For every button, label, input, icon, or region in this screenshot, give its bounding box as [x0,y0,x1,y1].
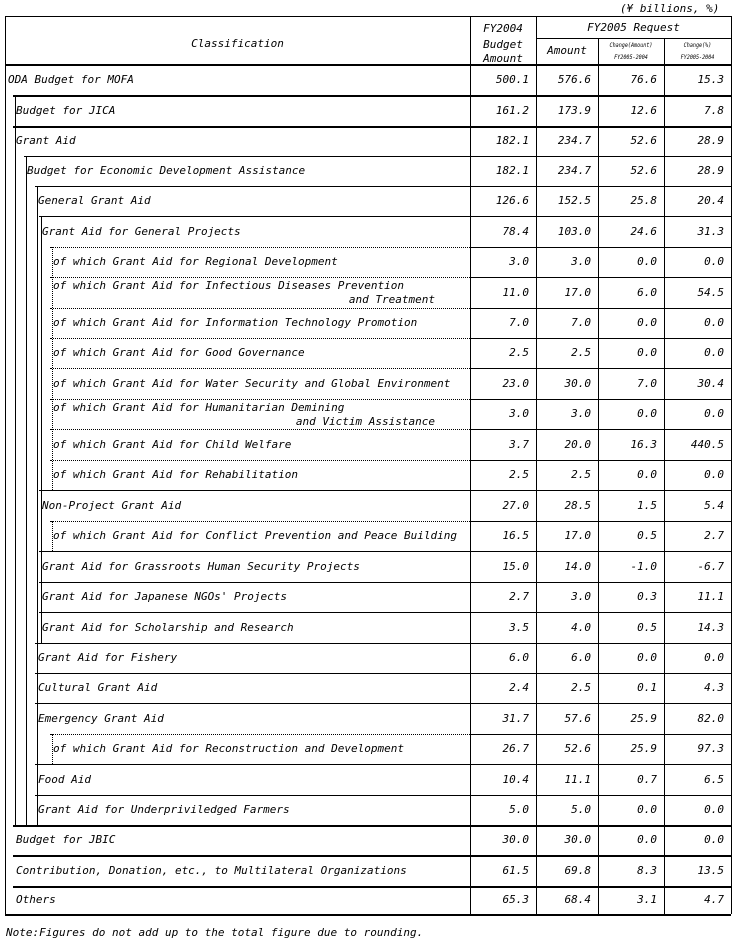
row-separator [50,368,470,369]
fy2004-amount: 7.0 [509,316,529,329]
fy2004-amount: 10.4 [502,773,529,786]
change-percent: 13.5 [697,864,724,877]
change-amount: 0.0 [637,833,657,846]
row-separator [50,734,470,735]
header-fy2004-line3: Amount [483,52,523,65]
row-separator-values [470,764,731,765]
row-label: of which Grant Aid for Rehabilitation [53,468,299,481]
row-label: Grant Aid for General Projects [42,225,241,238]
row-separator-values [470,156,731,157]
fy2004-amount: 23.0 [502,377,529,390]
fy2004-amount: 6.0 [509,651,529,664]
fy2005-amount: 28.5 [564,499,591,512]
col-pct-border [664,38,665,914]
fy2004-amount: 3.7 [509,438,529,451]
header-change-amount-line1: Change(Amount) [609,42,653,49]
row-separator [50,429,470,430]
indent-guide-3 [41,216,42,643]
fy2005-amount: 5.0 [571,803,591,816]
indent-guide-1 [26,156,27,825]
change-percent: 31.3 [697,225,724,238]
row-label: Contribution, Donation, etc., to Multilateral Organizations [16,864,407,877]
row-separator-values [470,368,731,369]
row-separator [13,126,470,128]
fy2005-amount: 30.0 [564,833,591,846]
change-percent: 0.0 [704,316,724,329]
change-amount: 6.0 [637,286,657,299]
row-label: Non-Project Grant Aid [42,499,182,512]
row-separator [13,855,470,857]
fy2005-amount: 30.0 [564,377,591,390]
change-amount: 7.0 [637,377,657,390]
change-percent: 14.3 [697,621,724,634]
change-amount: 0.0 [637,407,657,420]
change-amount: 0.0 [637,255,657,268]
indent-guide-2 [37,186,38,825]
change-amount: 16.3 [630,438,657,451]
footnote: Note:Figures do not add up to the total figure due to rounding. [6,926,424,939]
change-percent: 28.9 [697,134,724,147]
col-fy2005-border [536,16,537,914]
header-change-pct-line1: Change(%) [683,42,712,49]
fy2004-amount: 3.5 [509,621,529,634]
row-separator [50,460,470,461]
row-label: of which Grant Aid for Conflict Prevention and Peace Building [53,529,457,542]
row-separator-values [470,582,731,583]
fy2005-amount: 3.0 [571,255,591,268]
change-percent: 0.0 [704,346,724,359]
row-label-continued: and Victim Assistance [295,415,435,428]
fy2004-amount: 182.1 [495,134,529,147]
row-separator [50,308,470,309]
row-label: Budget for Economic Development Assistance [27,164,306,177]
fy2005-amount: 3.0 [571,407,591,420]
fy2004-amount: 3.0 [509,407,529,420]
row-label: Grant Aid for Fishery [38,651,178,664]
row-separator-values [470,734,731,735]
row-label: Budget for JBIC [16,833,116,846]
change-percent: 0.0 [704,407,724,420]
fy2004-amount: 2.5 [509,346,529,359]
indent-guide-0 [15,95,16,825]
fy2005-amount: 6.0 [571,651,591,664]
change-amount: -1.0 [630,560,657,573]
change-amount: 24.6 [630,225,657,238]
change-amount: 0.5 [637,529,657,542]
fy2004-amount: 16.5 [502,529,529,542]
change-percent: 6.5 [704,773,724,786]
row-label: of which Grant Aid for Humanitarian Demining [53,401,345,414]
fy2005-amount: 234.7 [557,164,591,177]
change-percent: 54.5 [697,286,724,299]
row-separator [35,673,470,674]
row-separator [35,764,470,765]
fy2005-amount: 17.0 [564,529,591,542]
fy2004-amount: 182.1 [495,164,529,177]
row-label: ODA Budget for MOFA [8,73,134,86]
row-separator [50,338,470,339]
change-percent: 7.8 [704,104,724,117]
change-amount: 1.5 [637,499,657,512]
change-percent: 11.1 [697,590,724,603]
row-separator-values [470,521,731,522]
row-separator [35,186,470,187]
row-separator-values [470,399,731,400]
row-separator-values [470,216,731,217]
header-bottom [5,64,731,66]
row-separator [35,795,470,796]
fy2005-amount: 52.6 [564,742,591,755]
fy2004-amount: 15.0 [502,560,529,573]
header-subline [536,38,731,39]
row-separator-values [470,247,731,248]
change-amount: 0.0 [637,651,657,664]
change-percent: -6.7 [697,560,724,573]
row-separator-values [470,886,731,888]
change-percent: 4.7 [704,893,724,906]
table-right-border [731,16,732,914]
row-separator [39,490,470,491]
row-separator [35,643,470,644]
row-label-continued: and Treatment [348,293,435,306]
col-fy2004-border [470,16,471,914]
change-amount: 25.8 [630,194,657,207]
row-label: of which Grant Aid for Reconstruction and Development [53,742,404,755]
change-percent: 5.4 [704,499,724,512]
row-label: of which Grant Aid for Child Welfare [53,438,292,451]
row-separator-values [470,795,731,796]
header-fy2004-line1: FY2004 [483,22,523,35]
row-separator [35,703,470,704]
fy2005-amount: 68.4 [564,893,591,906]
row-separator-values [470,186,731,187]
fy2005-amount: 234.7 [557,134,591,147]
change-amount: 52.6 [630,134,657,147]
fy2005-amount: 17.0 [564,286,591,299]
fy2005-amount: 14.0 [564,560,591,573]
change-amount: 0.3 [637,590,657,603]
row-separator-values [470,126,731,128]
change-percent: 20.4 [697,194,724,207]
row-label: of which Grant Aid for Infectious Diseases Prevention [53,279,404,292]
oda-budget-table [5,16,731,914]
row-label: of which Grant Aid for Regional Development [53,255,338,268]
fy2004-amount: 161.2 [495,104,529,117]
indent-guide-5 [52,521,53,551]
row-separator-values [470,490,731,491]
row-label: Grant Aid for Japanese NGOs' Projects [42,590,288,603]
row-separator [39,612,470,613]
fy2005-amount: 103.0 [557,225,591,238]
fy2005-amount: 7.0 [571,316,591,329]
row-label: Grant Aid for Grassroots Human Security Projects [42,560,360,573]
row-separator-values [470,551,731,552]
row-separator [50,247,470,248]
col-change-border [598,38,599,914]
fy2004-amount: 31.7 [502,712,529,725]
fy2004-amount: 2.7 [509,590,529,603]
row-label: General Grant Aid [38,194,151,207]
header-change-pct-line2: FY2005-2004 [680,54,715,61]
fy2004-amount: 61.5 [502,864,529,877]
row-label: Cultural Grant Aid [38,681,158,694]
change-amount: 0.1 [637,681,657,694]
change-percent: 440.5 [690,438,724,451]
row-separator-values [470,643,731,644]
row-separator [39,582,470,583]
row-separator-values [470,855,731,857]
row-label: Emergency Grant Aid [38,712,164,725]
table-bottom-border [5,914,731,916]
change-amount: 76.6 [630,73,657,86]
change-amount: 0.7 [637,773,657,786]
fy2005-amount: 57.6 [564,712,591,725]
fy2004-amount: 27.0 [502,499,529,512]
change-amount: 0.0 [637,803,657,816]
change-percent: 97.3 [697,742,724,755]
row-label: of which Grant Aid for Good Governance [53,346,305,359]
header-amount: Amount [547,44,587,57]
fy2005-amount: 2.5 [571,681,591,694]
row-label: of which Grant Aid for Water Security and Global Environment [53,377,451,390]
row-label: Others [16,893,56,906]
row-separator [39,216,470,217]
change-percent: 30.4 [697,377,724,390]
row-separator [50,399,470,400]
change-amount: 3.1 [637,893,657,906]
change-amount: 0.0 [637,468,657,481]
fy2004-amount: 65.3 [502,893,529,906]
row-label: Food Aid [38,773,91,786]
fy2005-amount: 20.0 [564,438,591,451]
row-separator-values [470,673,731,674]
fy2004-amount: 2.4 [509,681,529,694]
table-top-border [5,16,731,17]
row-label: Grant Aid [16,134,76,147]
fy2005-amount: 576.6 [557,73,591,86]
change-amount: 0.0 [637,316,657,329]
row-separator-values [470,703,731,704]
header-fy2004-line2: Budget [483,38,523,51]
header-change-amount-line2: FY2005-2004 [614,54,648,61]
indent-guide-6 [52,734,53,764]
change-percent: 15.3 [697,73,724,86]
change-amount: 0.5 [637,621,657,634]
fy2004-amount: 30.0 [502,833,529,846]
row-label: of which Grant Aid for Information Technology Promotion [53,316,418,329]
fy2005-amount: 69.8 [564,864,591,877]
row-label: Budget for JICA [16,104,116,117]
row-separator [39,551,470,552]
change-amount: 0.0 [637,346,657,359]
fy2004-amount: 2.5 [509,468,529,481]
table-left-border [5,16,6,914]
row-label: Grant Aid for Underpriviledged Farmers [38,803,290,816]
row-separator [50,277,470,278]
row-separator-values [470,277,731,278]
row-separator [50,521,470,522]
change-amount: 12.6 [630,104,657,117]
change-percent: 82.0 [697,712,724,725]
fy2004-amount: 26.7 [502,742,529,755]
row-separator-values [470,460,731,461]
header-classification: Classification [191,37,284,50]
change-percent: 0.0 [704,255,724,268]
change-percent: 0.0 [704,468,724,481]
row-separator [13,95,470,97]
fy2005-amount: 173.9 [557,104,591,117]
row-separator-values [470,825,731,827]
row-label: Grant Aid for Scholarship and Research [42,621,294,634]
fy2005-amount: 3.0 [571,590,591,603]
units-label: (¥ billions, %) [620,2,720,15]
row-separator-values [470,95,731,97]
change-percent: 0.0 [704,833,724,846]
change-percent: 28.9 [697,164,724,177]
fy2004-amount: 126.6 [495,194,529,207]
change-amount: 52.6 [630,164,657,177]
row-separator-values [470,338,731,339]
fy2004-amount: 78.4 [502,225,529,238]
change-amount: 25.9 [630,712,657,725]
row-separator [13,886,470,888]
fy2005-amount: 2.5 [571,468,591,481]
fy2005-amount: 2.5 [571,346,591,359]
row-separator [13,825,470,827]
change-amount: 8.3 [637,864,657,877]
change-amount: 25.9 [630,742,657,755]
fy2004-amount: 5.0 [509,803,529,816]
change-percent: 0.0 [704,651,724,664]
fy2004-amount: 500.1 [495,73,529,86]
row-separator-values [470,429,731,430]
row-separator-values [470,308,731,309]
fy2004-amount: 11.0 [502,286,529,299]
change-percent: 4.3 [704,681,724,694]
change-percent: 2.7 [704,529,724,542]
fy2004-amount: 3.0 [509,255,529,268]
row-separator-values [470,612,731,613]
fy2005-amount: 4.0 [571,621,591,634]
row-separator [24,156,470,157]
header-fy2005-request: FY2005 Request [587,21,680,34]
fy2005-amount: 152.5 [557,194,591,207]
change-percent: 0.0 [704,803,724,816]
fy2005-amount: 11.1 [564,773,591,786]
